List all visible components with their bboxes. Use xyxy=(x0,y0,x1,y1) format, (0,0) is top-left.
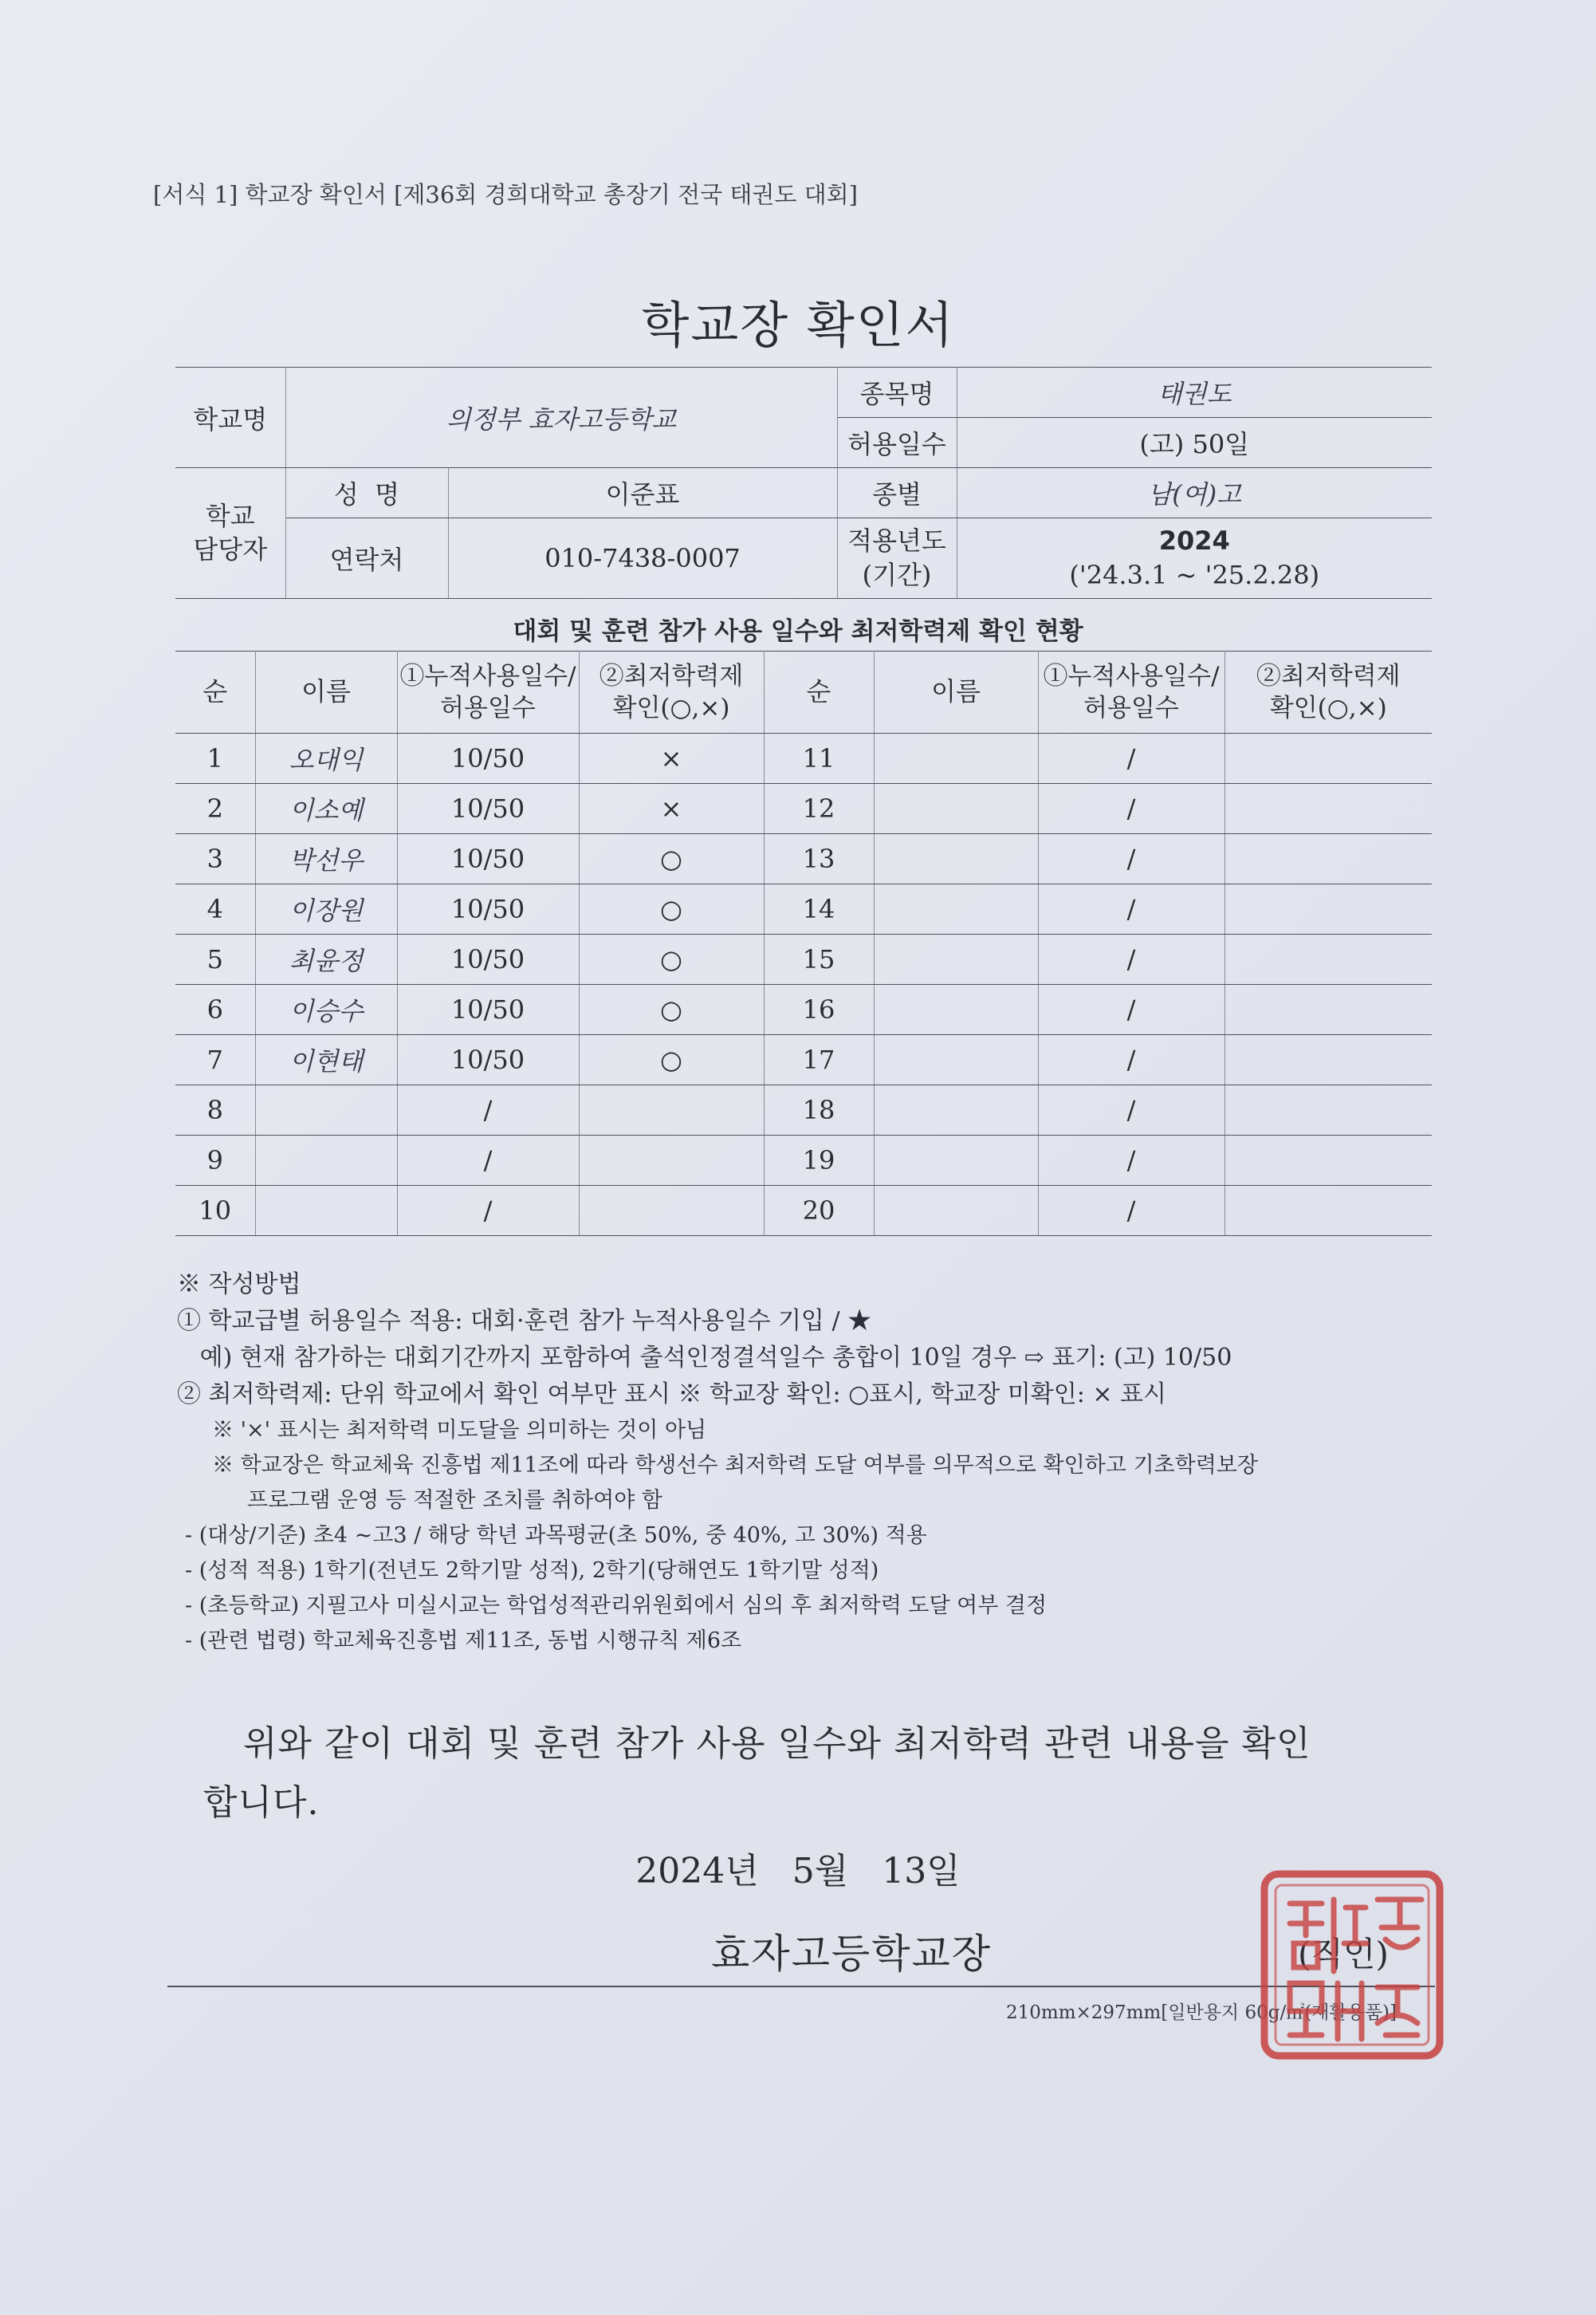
type-label: 종별 xyxy=(837,468,957,518)
row-days: 10/50 xyxy=(397,985,579,1035)
row-no: 5 xyxy=(175,935,255,985)
note-line: - (대상/기준) 초4 ~고3 / 해당 학년 과목평균(초 50%, 중 40%, 고 30%) 적용 xyxy=(185,1523,927,1548)
row-no: 13 xyxy=(764,834,874,884)
row-days: / xyxy=(397,1186,579,1236)
row-name xyxy=(874,734,1038,784)
row-check: ○ xyxy=(579,834,764,884)
name-label: 성 명 xyxy=(285,468,448,518)
bottom-divider xyxy=(167,1986,1435,1987)
table-row xyxy=(175,834,1432,884)
row-days: / xyxy=(1038,1085,1225,1136)
row-name xyxy=(874,935,1038,985)
note-line: ② 최저학력제: 단위 학교에서 확인 여부만 표시 ※ 학교장 확인: ○표시, 학교장 미확인: × 표시 xyxy=(177,1380,1167,1408)
contact-value: 010-7438-0007 xyxy=(448,518,837,599)
row-check xyxy=(1225,985,1432,1035)
row-no: 19 xyxy=(764,1136,874,1186)
allowed-days-value: (고) 50일 xyxy=(957,418,1432,468)
confirm-line2: 합니다. xyxy=(203,1782,320,1823)
school-label: 학교명 xyxy=(175,368,285,468)
row-name xyxy=(874,1085,1038,1136)
table-row xyxy=(175,935,1432,985)
instructions xyxy=(177,1266,1453,1659)
row-no: 4 xyxy=(175,884,255,935)
row-no: 6 xyxy=(175,985,255,1035)
note-line: - (성적 적용) 1학기(전년도 2학기말 성적), 2학기(당해연도 1학기말 성적) xyxy=(185,1558,879,1583)
allowed-days-label: 허용일수 xyxy=(837,418,957,468)
row-check xyxy=(579,1136,764,1186)
table-row xyxy=(175,884,1432,935)
row-name: 이장원 xyxy=(255,884,397,935)
row-name xyxy=(255,1186,397,1236)
col-min-line2: 확인(○,×) xyxy=(612,694,730,722)
col-min-right xyxy=(1225,652,1432,734)
row-check: ○ xyxy=(579,884,764,935)
row-check: ○ xyxy=(579,935,764,985)
seal-mark: (직인) xyxy=(1298,1935,1389,1974)
row-check xyxy=(579,1186,764,1236)
row-days: / xyxy=(1038,935,1225,985)
row-name: 이현태 xyxy=(255,1035,397,1085)
staff-label xyxy=(175,468,285,599)
row-days: 10/50 xyxy=(397,884,579,935)
type-value: 남(여)고 xyxy=(957,468,1432,518)
row-name xyxy=(874,985,1038,1035)
col-no-left: 순 xyxy=(175,652,255,734)
row-check: ○ xyxy=(579,985,764,1035)
note-line: ① 학교급별 허용일수 적용: 대회·훈련 참가 누적사용일수 기입 / ★ xyxy=(177,1307,872,1335)
row-no: 8 xyxy=(175,1085,255,1136)
row-days: 10/50 xyxy=(397,834,579,884)
col-days-right xyxy=(1038,652,1225,734)
row-name xyxy=(874,1186,1038,1236)
row-no: 17 xyxy=(764,1035,874,1085)
row-days: / xyxy=(1038,884,1225,935)
row-days: / xyxy=(1038,1035,1225,1085)
row-check xyxy=(1225,1035,1432,1085)
row-no: 1 xyxy=(175,734,255,784)
row-check xyxy=(1225,784,1432,834)
row-check xyxy=(1225,1085,1432,1136)
notes-heading: ※ 작성방법 xyxy=(177,1270,301,1298)
row-days: / xyxy=(1038,985,1225,1035)
row-no: 14 xyxy=(764,884,874,935)
official-seal-icon xyxy=(1258,1868,1446,2062)
row-name xyxy=(874,834,1038,884)
note-line: 예) 현재 참가하는 대회기간까지 포함하여 출석인정결석일수 총합이 10일 경우 ⇨ 표기: (고) 10/50 xyxy=(177,1344,1232,1372)
row-check xyxy=(1225,935,1432,985)
event-label: 종목명 xyxy=(837,368,957,418)
principal-title: 효자고등학교장 xyxy=(711,1931,993,1977)
attendance-table xyxy=(175,651,1432,1236)
year-label-line1: 적용년도 xyxy=(847,525,946,556)
col-days-left xyxy=(397,652,579,734)
table-row xyxy=(175,1085,1432,1136)
table-row xyxy=(175,1186,1432,1236)
col-min-line1: ②최저학력제 xyxy=(1256,661,1401,691)
note-line: - (초등학교) 지필고사 미실시교는 학업성적관리위원회에서 심의 후 최저학력 도달 여부 결정 xyxy=(185,1593,1048,1618)
table-row xyxy=(175,1136,1432,1186)
year-value: 2024 xyxy=(1158,525,1230,556)
event-value: 태권도 xyxy=(957,368,1432,418)
table-header-row xyxy=(175,652,1432,734)
table-row xyxy=(175,734,1432,784)
row-days: / xyxy=(397,1085,579,1136)
section-title: 대회 및 훈련 참가 사용 일수와 최저학력제 확인 현황 xyxy=(513,617,1083,646)
contact-label: 연락처 xyxy=(285,518,448,599)
col-min-line2: 확인(○,×) xyxy=(1269,694,1387,722)
row-name: 이소예 xyxy=(255,784,397,834)
row-name xyxy=(874,784,1038,834)
row-name: 최윤정 xyxy=(255,935,397,985)
row-no: 3 xyxy=(175,834,255,884)
year-label-line2: (기간) xyxy=(862,560,932,590)
issue-date: 2024년 5월 13일 xyxy=(635,1851,961,1892)
row-days: 10/50 xyxy=(397,734,579,784)
row-name xyxy=(874,1035,1038,1085)
staff-label-line2: 담당자 xyxy=(193,533,268,565)
school-name: 의정부 효자고등학교 xyxy=(285,368,837,468)
row-no: 10 xyxy=(175,1186,255,1236)
row-no: 2 xyxy=(175,784,255,834)
col-days-line2: 허용일수 xyxy=(440,694,536,722)
row-days: / xyxy=(1038,1186,1225,1236)
row-check: × xyxy=(579,784,764,834)
document-title: 학교장 확인서 xyxy=(641,296,955,354)
note-line: - (관련 법령) 학교체육진흥법 제11조, 동법 시행규칙 제6조 xyxy=(185,1628,742,1653)
row-name xyxy=(255,1136,397,1186)
staff-label-line1: 학교 xyxy=(205,500,255,531)
year-cell xyxy=(957,518,1432,599)
note-line: ※ '×' 표시는 최저학력 미도달을 의미하는 것이 아님 xyxy=(212,1418,707,1443)
row-days: / xyxy=(1038,1136,1225,1186)
col-min-left xyxy=(579,652,764,734)
row-days: / xyxy=(397,1136,579,1186)
period-value: ('24.3.1 ~ '25.2.28) xyxy=(1069,560,1320,590)
row-days: / xyxy=(1038,784,1225,834)
row-days: / xyxy=(1038,734,1225,784)
row-check xyxy=(579,1085,764,1136)
row-name xyxy=(874,1136,1038,1186)
row-no: 9 xyxy=(175,1136,255,1186)
year-label xyxy=(837,518,957,599)
row-days: 10/50 xyxy=(397,784,579,834)
note-line: ※ 학교장은 학교체육 진흥법 제11조에 따라 학생선수 최저학력 도달 여부를 의무적으로 확인하고 기초학력보장 xyxy=(212,1453,1258,1478)
table-row xyxy=(175,985,1432,1035)
row-days: 10/50 xyxy=(397,1035,579,1085)
confirm-line1: 위와 같이 대회 및 훈련 참가 사용 일수와 최저학력 관련 내용을 확인 xyxy=(243,1723,1311,1764)
row-name: 이승수 xyxy=(255,985,397,1035)
table-row xyxy=(175,1035,1432,1085)
confirmation-text xyxy=(203,1715,1447,1833)
row-days: / xyxy=(1038,834,1225,884)
row-no: 11 xyxy=(764,734,874,784)
row-no: 18 xyxy=(764,1085,874,1136)
row-no: 16 xyxy=(764,985,874,1035)
row-check xyxy=(1225,734,1432,784)
row-check: ○ xyxy=(579,1035,764,1085)
col-name-right: 이름 xyxy=(874,652,1038,734)
form-header: [서식 1] 학교장 확인서 [제36회 경희대학교 총장기 전국 태권도 대회] xyxy=(153,181,858,208)
row-name: 박선우 xyxy=(255,834,397,884)
info-table xyxy=(175,367,1432,599)
row-name xyxy=(874,884,1038,935)
col-days-line1: ①누적사용일수/ xyxy=(399,661,576,691)
col-days-line2: 허용일수 xyxy=(1083,694,1179,722)
row-name: 오대익 xyxy=(255,734,397,784)
row-no: 15 xyxy=(764,935,874,985)
row-check xyxy=(1225,834,1432,884)
col-min-line1: ②최저학력제 xyxy=(599,661,744,691)
row-no: 20 xyxy=(764,1186,874,1236)
col-days-line1: ①누적사용일수/ xyxy=(1043,661,1220,691)
paper-size-note: 210mm×297mm[일반용지 60g/㎡(재활용품)] xyxy=(1006,2002,1397,2023)
row-name xyxy=(255,1085,397,1136)
table-row xyxy=(175,784,1432,834)
row-days: 10/50 xyxy=(397,935,579,985)
row-check xyxy=(1225,1186,1432,1236)
name-value: 이준표 xyxy=(448,468,837,518)
col-name-left: 이름 xyxy=(255,652,397,734)
row-check xyxy=(1225,1136,1432,1186)
col-no-right: 순 xyxy=(764,652,874,734)
row-check: × xyxy=(579,734,764,784)
row-check xyxy=(1225,884,1432,935)
note-line: 프로그램 운영 등 적절한 조치를 취하여야 함 xyxy=(247,1488,662,1513)
row-no: 7 xyxy=(175,1035,255,1085)
row-no: 12 xyxy=(764,784,874,834)
